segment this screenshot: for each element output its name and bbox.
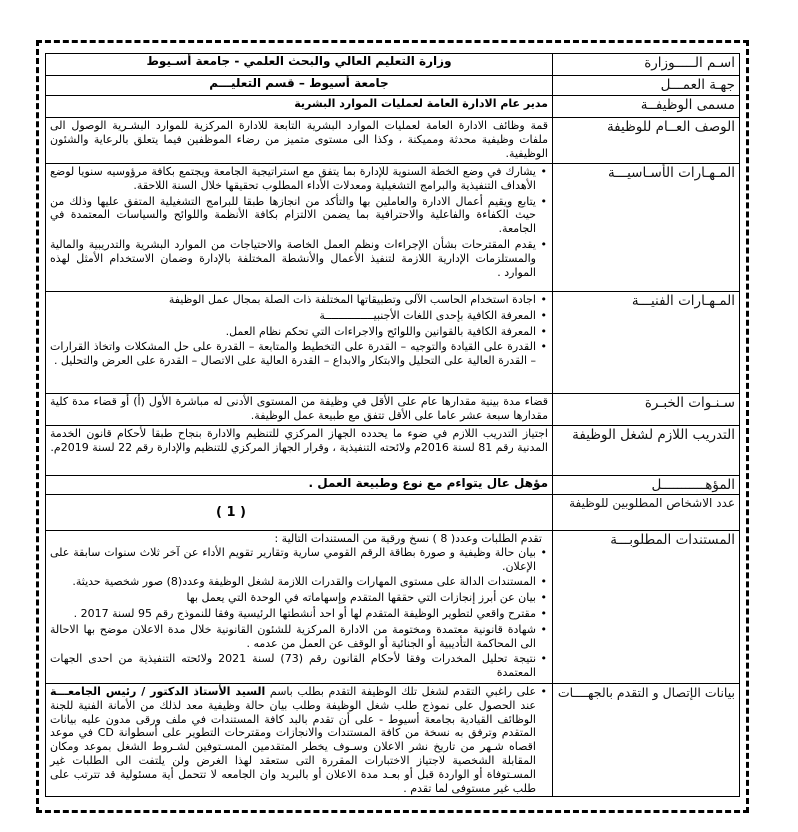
value-entity: جامعة أسيوط – قسم التعليـــم [46, 76, 553, 96]
document-item: • شهادة قانونية معتمدة ومختومة من الادارة المركزية للشئون القانونية خلال مدة الاعلان موضح بها الاحالة الى المحاكمة التأديبية أو الجنائية أو الوقف عن العمل من عدمه . [50, 623, 536, 651]
row-required-count [46, 495, 740, 531]
label-qualification: المؤهـــــــــــل [553, 476, 740, 495]
document-item: • مقترح واقعي لتطوير الوظيفة المتقدم لها أو احد أنشطتها الرئيسية وفقا للنموذج رقم 95 لسنة 2017 . [50, 607, 536, 621]
core-skill-item: • يتابع ويقيم أعمال الادارة والعاملين بها والتأكد من انجازها طبقا للبرامج التشغيلية المتفق عليها وذلك من حيث الكفاءة والفاعلية والاحترافية بما يضمن الالتزام بكافة الأنظمة واللوائح والسياسات المعتمدة في الجامعة. [50, 195, 536, 236]
contact-addressee: السيد الأستاذ الدكتور / رئيس الجامعـــة [50, 684, 266, 698]
label-required-count: عدد الاشخاص المطلوبين للوظيفة [553, 495, 740, 531]
label-general-description: الوصف العــام للوظيفة [553, 118, 740, 164]
row-experience [46, 394, 740, 426]
technical-skill-item: • القدرة على القيادة والتوجيه – القدرة على التخطيط والمتابعة – القدرة على حل المشكلات واتخاذ القرارات – القدرة العالية على التحليل والابتكار والابداع – القدرة العالية على الاتصال – القدرة على العرض والتحليل . [50, 340, 536, 368]
value-experience: قضاء مدة بينية مقدارها عام على الأقل في وظيفة من المستوى الأدنى له مباشرة الأول (أ) أو قضاء مدة كلية مقدارها سبعة عشر عاما على الأقل تتفق مع طبيعة عمل الوظيفة. [46, 394, 553, 426]
row-required-documents [46, 531, 740, 684]
label-entity: جهـة العمـــل [553, 76, 740, 96]
row-contact [46, 683, 740, 796]
job-announcement-table [45, 53, 740, 797]
row-technical-skills [46, 292, 740, 394]
label-experience: سـنـوات الخبـرة [553, 394, 740, 426]
value-core-skills [46, 164, 553, 292]
value-general-description: قمة وظائف الادارة العامة لعمليات الموارد البشرية التابعة للادارة المركزية للموارد البشـرية الوصول الى ملفات وظيفية محدثة ومميكنة ، وكذا الى مستوى متميز من رضاء الموظفين فيما يتعلق بالرعاية والشئون الوظيفية. [46, 118, 553, 164]
row-core-skills [46, 164, 740, 292]
value-job-title: مدير عام الادارة العامة لعمليات الموارد البشرية [46, 96, 553, 118]
contact-lead: على راغبي التقدم لشغل تلك الوظيفة التقدم بطلب باسم [269, 684, 537, 698]
row-training [46, 426, 740, 476]
label-job-title: مسمى الوظيفــة [553, 96, 740, 118]
technical-skill-item: • المعرفة الكافية بإحدى اللغات الأجنبيـــــــــــــــة [50, 309, 536, 323]
document-item: • نتيجة تحليل المخدرات وفقا لأحكام القانون رقم (73) لسنة 2021 ولائحته التنفيذية من احدى الجهات المعتمدة [50, 652, 536, 680]
label-technical-skills: المـهـارات الفنيـــة [553, 292, 740, 394]
technical-skill-item: • المعرفة الكافية بالقوانين واللوائح والاجراءات التي تحكم نظام العمل. [50, 325, 536, 339]
row-job-title [46, 96, 740, 118]
value-ministry: وزارة التعليم العالي والبحث العلمي - جامعة أسـيوط [46, 54, 553, 76]
value-qualification: مؤهل عال يتواءم مع نوع وطبيعة العمل . [46, 476, 553, 495]
core-skill-item: • يشارك في وضع الخطة السنوية للإدارة بما يتفق مع استراتيجية الجامعة ويجتمع بكافة مرؤوسيه سنويا لوضع الأهداف التنفيذية والبرامج التشغيلية ومعدلات الأداء المطلوب تحقيقها خلال السنة اللاحقة. [50, 165, 536, 193]
documents-intro: تقدم الطلبات وعدد( 8 ) نسخ ورقية من المستندات التالية : [274, 532, 542, 545]
label-ministry: اسـم الـــــوزارة [553, 54, 740, 76]
contact-paragraph [50, 685, 548, 795]
document-item: • بيان عن أبرز إنجازات التي حققها المتقدم وإسهاماته في الوحدة التي يعمل بها [50, 591, 536, 605]
label-contact: بيانات الإتصال و التقدم بالجهــــات [553, 683, 740, 796]
row-ministry [46, 54, 740, 76]
value-contact [46, 683, 553, 796]
label-core-skills: المـهـارات الأسـاسيـــة [553, 164, 740, 292]
row-entity [46, 76, 740, 96]
value-required-documents [46, 531, 553, 684]
document-item: • المستندات الدالة على مستوى المهارات والقدرات اللازمة لشغل الوظيفة وعدد(8) صور شخصية حديثة. [50, 575, 536, 589]
row-qualification [46, 476, 740, 495]
document-item: • بيان حالة وظيفية و صورة بطاقة الرقم القومي سارية وتقارير تقويم الأداء عن آخر ثلاث سنوات سابقة على الإعلان. [50, 546, 536, 574]
contact-bullet: • [540, 684, 547, 698]
label-required-documents: المستندات المطلوبـــة [553, 531, 740, 684]
contact-body: عند الحصول على نموذج طلب شغل الوظيفة وطلب بيان حالة وظيفية معد لذلك من الأمانة الفنية للجنة الوظائف القيادية بجامعة أسيوط - على أن تقدم بالبد كافة المستندات في ملف ورقى مدون عليه بيانات المتقدم وترفق به نسخة من كافة المستندات والانجازات ومقترحات التطوير على أسطوانة CD في موعد اقصاه شـهر من تاريخ نشر الاعلان وسـوف يخطر المتقدمين المسـتوفين لشـروط الشغل بموعد ومكان المقابلة الشخصية لاجتياز الاختبارات المقررة التى ستعقد لهذا الغرض ولن يلتفت الى الطلبات غير المسـتوفاة أو الواردة قبل أو بعـد مدة الاعلان أو بالبريد وان الجامعه لا تتحمل أية مسئولية قد تترتب على طلب غير مستوفى لما تقدم . [50, 698, 536, 795]
technical-skill-item: • اجادة استخدام الحاسب الآلى وتطبيقاتها المختلفة ذات الصلة بمجال عمل الوظيفة [50, 293, 536, 307]
core-skill-item: • يقدم المقترحات بشأن الإجراءات ونظم العمل الخاصة والاحتياجات من الموارد البشرية والتدريبية والمالية والمستلزمات الإدارية اللازمة لتنفيذ الأعمال والأنشطة المختلفة بالإدارة وضمان الاستخدام الأمثل لهذه الموارد . [50, 238, 536, 279]
label-training: التدريب اللازم لشغل الوظيفة [553, 426, 740, 476]
value-training: اجتياز التدريب اللازم في ضوء ما يحدده الجهاز المركزي للتنظيم والادارة بنجاح طبقا لأحكام قانون الخدمة المدنية رقم 81 لسنة 2016م ولائحته التنفيذية ، وقرار الجهاز المركزي للتنظيم والإدارة رقم 22 لسنة 2019م. [46, 426, 553, 476]
row-general-description [46, 118, 740, 164]
value-technical-skills [46, 292, 553, 394]
value-required-count: ( 1 ) [46, 495, 553, 531]
